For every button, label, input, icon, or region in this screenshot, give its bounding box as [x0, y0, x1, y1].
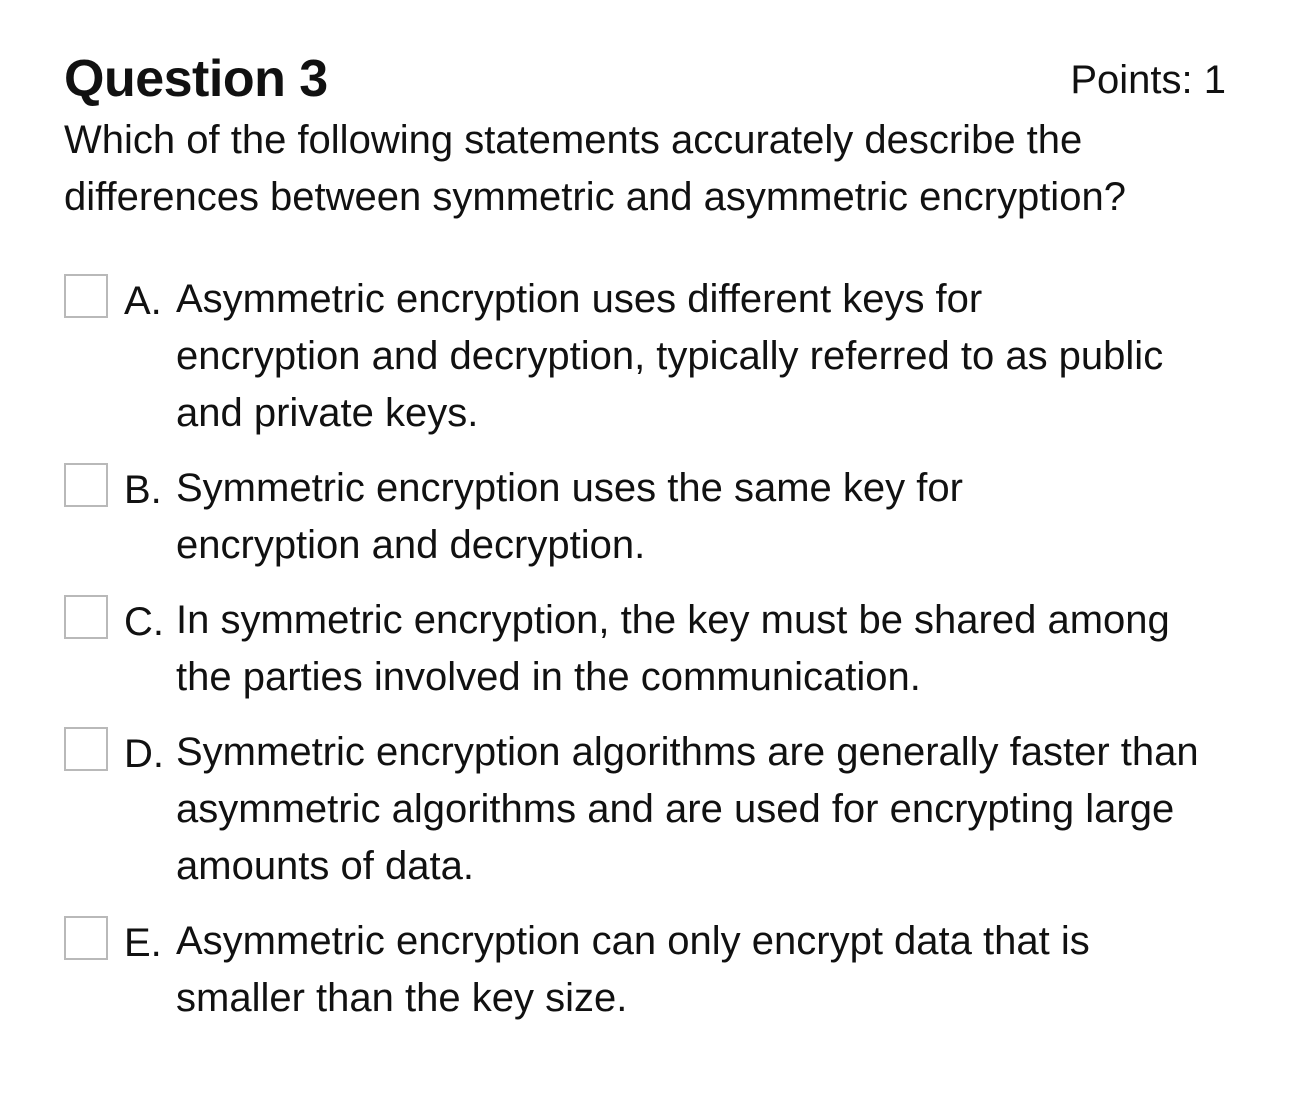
option-b-checkbox[interactable] — [64, 463, 108, 507]
option-a-checkbox[interactable] — [64, 274, 108, 318]
option-c[interactable] — [64, 592, 1226, 706]
question-text: Which of the following statements accurately describe the differences between symmetric and asymmetric encryption? — [64, 118, 1126, 219]
options-list — [64, 271, 1226, 1027]
option-b-text: Symmetric encryption uses the same key for encryption and decryption. — [176, 466, 963, 567]
option-e-letter: E. — [124, 921, 162, 965]
question-card — [64, 48, 1226, 1045]
question-title: Question 3 — [64, 50, 328, 108]
option-e[interactable] — [64, 913, 1226, 1027]
points-label: Points: 1 — [1070, 58, 1226, 102]
option-b[interactable] — [64, 460, 1226, 574]
option-e-checkbox[interactable] — [64, 916, 108, 960]
option-d[interactable] — [64, 724, 1226, 895]
option-c-checkbox[interactable] — [64, 595, 108, 639]
option-c-text: In symmetric encryption, the key must be shared among the parties involved in the communication. — [176, 598, 1170, 699]
option-d-text: Symmetric encryption algorithms are generally faster than asymmetric algorithms and are used for encrypting large amounts of data. — [176, 730, 1199, 888]
option-c-letter: C. — [124, 600, 164, 644]
option-d-checkbox[interactable] — [64, 727, 108, 771]
question-header — [64, 48, 1226, 110]
option-e-text: Asymmetric encryption can only encrypt data that is smaller than the key size. — [176, 919, 1090, 1020]
option-b-letter: B. — [124, 468, 162, 512]
option-a-text: Asymmetric encryption uses different keys for encryption and decryption, typically referred to as public and private keys. — [176, 277, 1164, 435]
option-d-letter: D. — [124, 732, 164, 776]
option-a-letter: A. — [124, 279, 162, 323]
option-a[interactable] — [64, 271, 1226, 442]
